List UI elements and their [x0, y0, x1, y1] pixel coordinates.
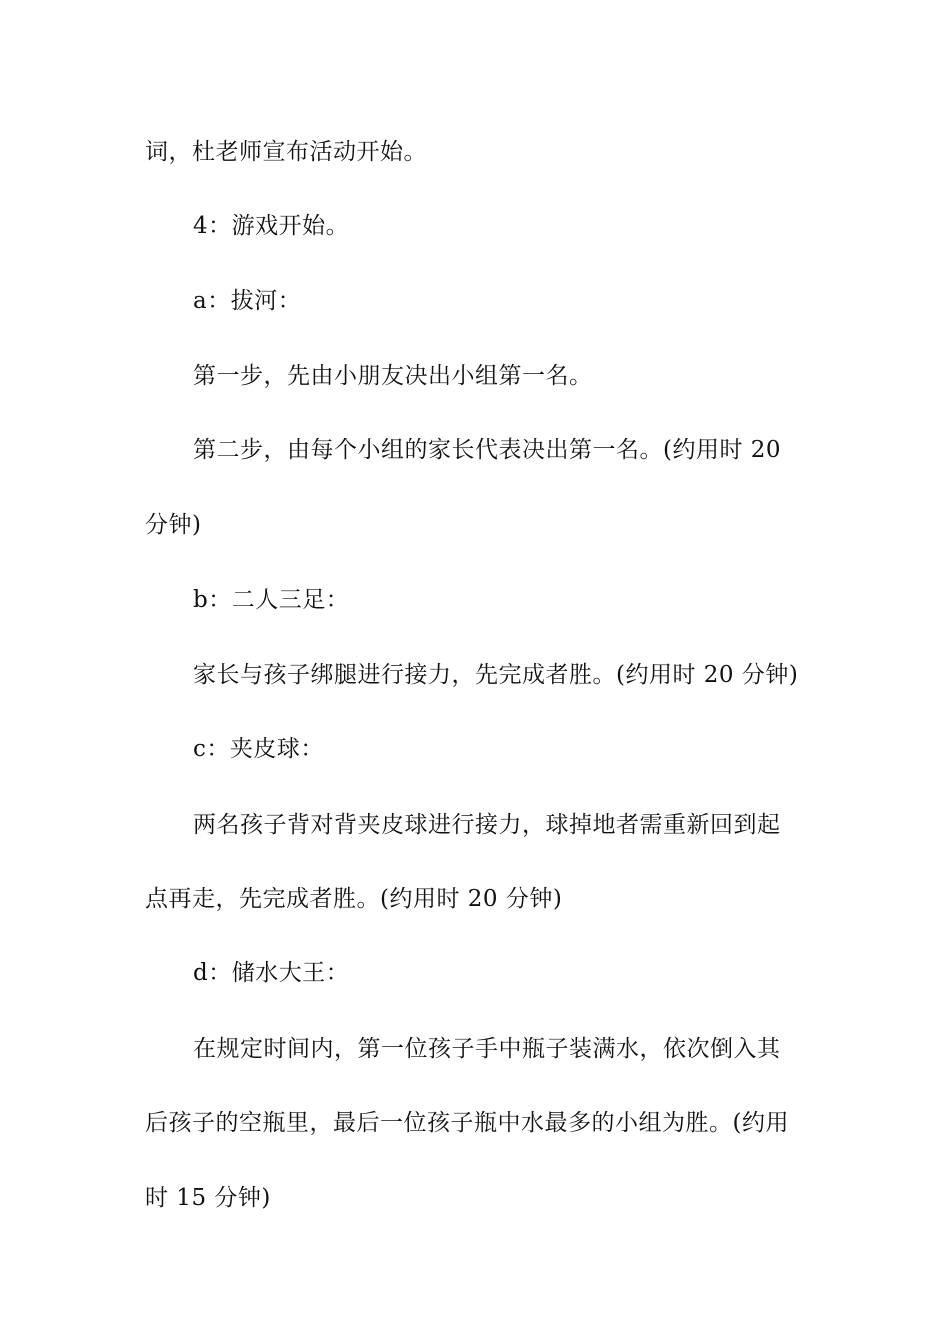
section-heading-game-start: 4：游戏开始。	[193, 213, 350, 239]
paragraph-step-two: 第二步，由每个小组的家长代表决出第一名。(约用时 20	[193, 437, 782, 463]
paragraph-water-king-continuation-1: 后孩子的空瓶里，最后一位孩子瓶中水最多的小组为胜。(约用	[145, 1110, 789, 1136]
game-heading-water-king: d：储水大王：	[193, 960, 350, 986]
paragraph-step-one: 第一步，先由小朋友决出小组第一名。	[193, 363, 593, 389]
game-heading-ball-carry: c：夹皮球：	[193, 736, 324, 762]
paragraph-ball-carry-continuation: 点再走，先完成者胜。(约用时 20 分钟)	[145, 886, 563, 912]
game-heading-three-legged: b：二人三足：	[193, 587, 350, 613]
paragraph-water-king: 在规定时间内，第一位孩子手中瓶子装满水，依次倒入其	[193, 1036, 781, 1062]
paragraph-three-legged: 家长与孩子绑腿进行接力，先完成者胜。(约用时 20 分钟)	[193, 662, 799, 688]
paragraph-water-king-continuation-2: 时 15 分钟)	[145, 1185, 271, 1211]
game-heading-tug-of-war: a：拔河：	[193, 288, 302, 314]
text-line-continuation: 词，杜老师宣布活动开始。	[145, 139, 427, 165]
paragraph-step-two-continuation: 分钟)	[145, 512, 202, 538]
paragraph-ball-carry: 两名孩子背对背夹皮球进行接力，球掉地者需重新回到起	[193, 812, 781, 838]
